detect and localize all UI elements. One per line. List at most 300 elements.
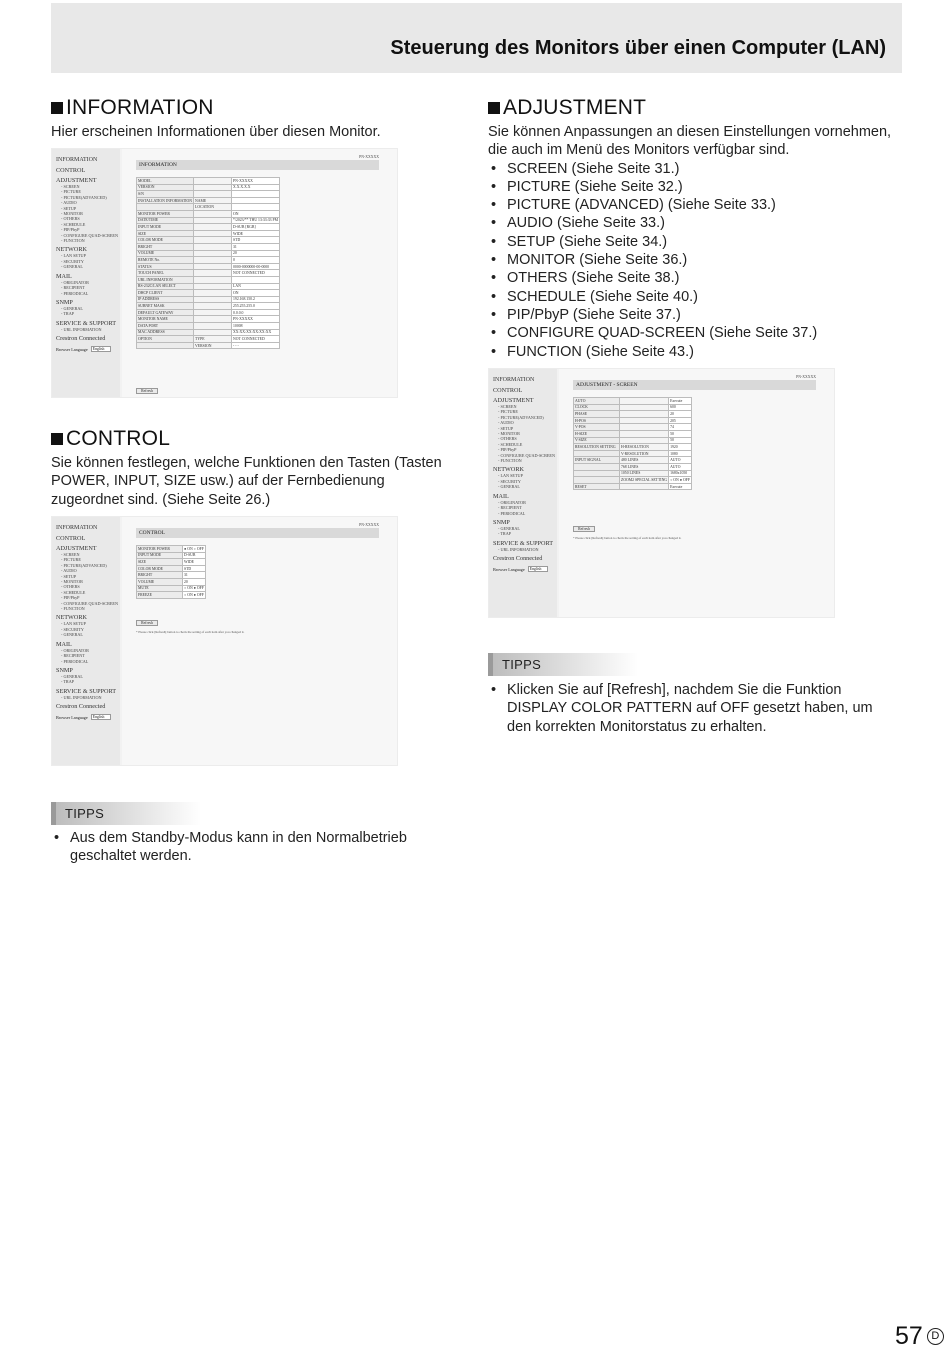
row-value bbox=[232, 204, 280, 211]
information-screenshot bbox=[51, 148, 398, 398]
control-heading bbox=[51, 426, 451, 452]
nav-sub-link[interactable]: - PERIODICAL bbox=[498, 510, 526, 516]
browser-language-select[interactable]: English bbox=[91, 346, 111, 352]
language-badge: D bbox=[927, 1328, 944, 1345]
row-key: URL INFORMATION bbox=[137, 276, 194, 283]
adjustment-list bbox=[488, 160, 898, 361]
row-value: 0000-0000000-00-0000 bbox=[232, 263, 280, 270]
row-key: MONITOR NAME bbox=[137, 316, 194, 323]
nav-service-link[interactable]: SERVICE & SUPPORT bbox=[493, 539, 553, 547]
meta-line: PN-XXXXX bbox=[796, 375, 816, 379]
nav-sub-link[interactable]: - PERIODICAL bbox=[61, 290, 89, 296]
nav-sub-link[interactable]: - MONITOR bbox=[498, 431, 520, 437]
table-row bbox=[574, 444, 692, 451]
row-subkey bbox=[620, 398, 669, 405]
row-value: ON bbox=[232, 290, 280, 297]
row-value: AUTO bbox=[669, 457, 692, 464]
row-value: 20 bbox=[232, 250, 280, 257]
web-nav bbox=[489, 369, 557, 617]
row-subkey bbox=[194, 184, 232, 191]
table-row bbox=[137, 592, 206, 599]
nav-adjustment-link[interactable]: ADJUSTMENT bbox=[493, 397, 534, 404]
row-value: WIDE bbox=[232, 230, 280, 237]
row-subkey bbox=[194, 210, 232, 217]
table-row bbox=[574, 457, 692, 464]
nav-sub-link[interactable]: - LAN SETUP bbox=[61, 253, 86, 259]
adjust-table bbox=[573, 397, 692, 490]
nav-sub-link[interactable]: - CONFIGURE QUAD-SCREEN bbox=[498, 452, 555, 458]
nav-crestron-link[interactable]: Crestron Connected bbox=[493, 555, 543, 563]
row-key: FREEZE bbox=[137, 592, 183, 599]
row-subkey bbox=[194, 316, 232, 323]
table-row bbox=[137, 283, 280, 290]
nav-sub-link[interactable]: - GENERAL bbox=[61, 673, 83, 679]
row-key: RESOLUTION SETTING bbox=[574, 444, 620, 451]
refresh-button[interactable]: Refresh bbox=[573, 526, 595, 532]
row-key: OPTION bbox=[137, 336, 194, 343]
row-key: MONITOR POWER bbox=[137, 210, 194, 217]
table-row bbox=[574, 463, 692, 470]
row-subkey: TYPE bbox=[194, 336, 232, 343]
square-bullet-icon bbox=[488, 102, 500, 114]
row-key bbox=[574, 450, 620, 457]
nav-sub-link[interactable]: - PICTURE bbox=[61, 557, 81, 563]
row-value: AUTO bbox=[669, 463, 692, 470]
table-row bbox=[137, 552, 206, 559]
row-value: XX:XX:XX:XX:XX:XX bbox=[232, 329, 280, 336]
nav-sub-link[interactable]: - PICTURE(ADVANCED) bbox=[61, 194, 107, 200]
nav-adjustment-link[interactable]: ADJUSTMENT bbox=[56, 545, 97, 552]
control-table bbox=[136, 545, 206, 599]
nav-mail-link[interactable]: MAIL bbox=[56, 640, 72, 648]
row-subkey bbox=[194, 329, 232, 336]
nav-sub-link[interactable]: - OTHERS bbox=[61, 584, 80, 590]
adjustment-description: Sie können Anpassungen an diesen Einstellungen vornehmen, die auch im Menü des Monitors verfügbar sind. bbox=[488, 124, 892, 159]
nav-sub-link[interactable]: - CONFIGURE QUAD-SCREEN bbox=[61, 600, 118, 606]
table-row bbox=[137, 578, 206, 585]
nav-sub-link[interactable]: - PIP/PbyP bbox=[61, 595, 80, 601]
control-screenshot bbox=[51, 516, 398, 766]
nav-sub-link[interactable]: - GENERAL bbox=[61, 264, 83, 270]
nav-sub-link[interactable]: - RECIPIENT bbox=[61, 285, 85, 291]
table-row bbox=[137, 230, 280, 237]
browser-language-label: Browser Language bbox=[56, 346, 88, 352]
row-key bbox=[574, 470, 620, 477]
web-main bbox=[122, 517, 397, 765]
nav-sub-link[interactable]: - SCHEDULE bbox=[61, 589, 86, 595]
row-key: RESET bbox=[574, 483, 620, 490]
nav-snmp-link[interactable]: SNMP bbox=[56, 298, 73, 306]
table-row bbox=[137, 316, 280, 323]
control-title: CONTROL bbox=[66, 427, 171, 450]
row-key: TOUCH PANEL bbox=[137, 270, 194, 277]
nav-sub-link[interactable]: - PICTURE bbox=[61, 189, 81, 195]
adjustment-list-item: • AUDIO (Siehe Seite 33.) bbox=[488, 214, 898, 232]
nav-snmp-link[interactable]: SNMP bbox=[56, 666, 73, 674]
row-subkey bbox=[194, 224, 232, 231]
table-row bbox=[574, 483, 692, 490]
row-key: CLOCK bbox=[574, 404, 620, 411]
row-key: MONITOR POWER bbox=[137, 546, 183, 553]
nav-sub-link[interactable]: - URL INFORMATION bbox=[498, 546, 539, 552]
table-row bbox=[137, 263, 280, 270]
nav-sub-link[interactable]: - FUNCTION bbox=[61, 606, 85, 612]
nav-sub-link[interactable]: - PICTURE(ADVANCED) bbox=[498, 414, 544, 420]
table-row bbox=[574, 437, 692, 444]
nav-sub-link[interactable]: - PIP/PbyP bbox=[61, 227, 80, 233]
row-value: 50 bbox=[669, 437, 692, 444]
nav-sub-link[interactable]: - LAN SETUP bbox=[61, 621, 86, 627]
nav-sub-link[interactable]: - TRAP bbox=[61, 679, 75, 685]
row-key: REMOTE No. bbox=[137, 257, 194, 264]
row-subkey bbox=[620, 404, 669, 411]
row-value: 1680x1050 bbox=[669, 470, 692, 477]
row-subkey bbox=[194, 191, 232, 198]
page-number-value: 57 bbox=[895, 1322, 923, 1350]
row-value[interactable]: ● ON ○ OFF bbox=[184, 546, 204, 551]
nav-mail-link[interactable]: MAIL bbox=[493, 492, 509, 500]
nav-crestron-link[interactable]: Crestron Connected bbox=[56, 335, 106, 343]
browser-language-select[interactable]: English bbox=[528, 566, 548, 572]
nav-sub-link[interactable]: - SETUP bbox=[61, 205, 77, 211]
table-row bbox=[137, 559, 206, 566]
table-row bbox=[137, 290, 280, 297]
adjustment-screenshot bbox=[488, 368, 835, 618]
row-subkey bbox=[194, 323, 232, 330]
row-subkey: VERSION bbox=[194, 342, 232, 349]
nav-service-link[interactable]: SERVICE & SUPPORT bbox=[56, 319, 116, 327]
row-value[interactable]: STD bbox=[183, 565, 206, 572]
row-key: SIZE bbox=[137, 230, 194, 237]
row-subkey bbox=[194, 243, 232, 250]
row-value: 31 bbox=[232, 243, 280, 250]
nav-sub-link[interactable]: - ORIGINATOR bbox=[61, 647, 89, 653]
control-description: Sie können festlegen, welche Funktionen den Tasten (Tasten POWER, INPUT, SIZE usw.) auf der Fernbedienung zugeordnet sind. (Siehe Seite 26.) bbox=[51, 455, 442, 508]
row-subkey bbox=[194, 283, 232, 290]
row-subkey: 1050 LINES bbox=[620, 470, 669, 477]
nav-sub-link[interactable]: - TRAP bbox=[498, 531, 512, 537]
row-key: STATUS bbox=[137, 263, 194, 270]
row-value: 74 bbox=[669, 424, 692, 431]
nav-snmp-link[interactable]: SNMP bbox=[493, 518, 510, 526]
nav-sub-link[interactable]: - ORIGINATOR bbox=[498, 499, 526, 505]
control-section bbox=[51, 426, 451, 509]
refresh-button[interactable]: Refresh bbox=[136, 620, 158, 626]
web-nav bbox=[52, 517, 120, 765]
page-number bbox=[895, 1322, 944, 1351]
row-subkey bbox=[194, 309, 232, 316]
row-subkey bbox=[194, 303, 232, 310]
row-subkey bbox=[194, 296, 232, 303]
nav-sub-link[interactable]: - MONITOR bbox=[61, 211, 83, 217]
table-row bbox=[137, 250, 280, 257]
row-value: 20 bbox=[669, 411, 692, 418]
nav-sub-link[interactable]: - FUNCTION bbox=[61, 238, 85, 244]
nav-sub-link[interactable]: - RECIPIENT bbox=[498, 505, 522, 511]
nav-sub-link[interactable]: - PERIODICAL bbox=[61, 658, 89, 664]
table-row bbox=[137, 276, 280, 283]
nav-sub-link[interactable]: - RECIPIENT bbox=[61, 653, 85, 659]
nav-sub-link[interactable]: - FUNCTION bbox=[498, 458, 522, 464]
row-value: NOT CONNECTED bbox=[232, 270, 280, 277]
table-row bbox=[137, 191, 280, 198]
row-value: ON bbox=[232, 210, 280, 217]
nav-sub-link[interactable]: - SCHEDULE bbox=[498, 441, 523, 447]
row-value: PN-XXXXX bbox=[232, 178, 280, 185]
right-column bbox=[488, 95, 898, 361]
row-subkey bbox=[194, 250, 232, 257]
table-row bbox=[137, 572, 206, 579]
table-row bbox=[137, 224, 280, 231]
row-subkey bbox=[194, 217, 232, 224]
nav-sub-link[interactable]: - PICTURE bbox=[498, 409, 518, 415]
table-row bbox=[574, 424, 692, 431]
nav-sub-link[interactable]: - GENERAL bbox=[61, 305, 83, 311]
nav-sub-link[interactable]: - SCREEN bbox=[498, 404, 517, 409]
tipps-right-item: • Klicken Sie auf [Refresh], nachdem Sie die Funktion DISPLAY COLOR PATTERN auf OFF gesetzt haben, um den korrekten Monitorstatus zu erhalten. bbox=[488, 681, 898, 736]
row-subkey: ZOOM2 SPECIAL SETTING bbox=[621, 477, 668, 482]
row-key: SUBNET MASK bbox=[137, 303, 194, 310]
row-key: DEFAULT GATEWAY bbox=[137, 309, 194, 316]
table-row bbox=[574, 398, 692, 405]
row-key: COLOR MODE bbox=[137, 237, 194, 244]
table-row bbox=[137, 565, 206, 572]
nav-mail-link[interactable]: MAIL bbox=[56, 272, 72, 280]
information-heading bbox=[51, 95, 451, 121]
nav-sub-link[interactable]: - SECURITY bbox=[61, 258, 84, 264]
table-row bbox=[137, 270, 280, 277]
row-subkey bbox=[620, 437, 669, 444]
browser-language-label: Browser Language bbox=[56, 714, 88, 720]
nav-sub-link[interactable]: - OTHERS bbox=[498, 436, 517, 442]
nav-sub-link[interactable]: - SECURITY bbox=[61, 626, 84, 632]
row-subkey: LOCATION bbox=[194, 204, 232, 211]
information-title: INFORMATION bbox=[66, 96, 214, 119]
adjustment-list-item: • SCHEDULE (Siehe Seite 40.) bbox=[488, 288, 898, 306]
row-value: 255.255.255.0 bbox=[232, 303, 280, 310]
nav-sub-link[interactable]: - OTHERS bbox=[61, 216, 80, 222]
square-bullet-icon bbox=[51, 102, 63, 114]
row-value: 1080 bbox=[669, 450, 692, 457]
row-value bbox=[232, 197, 280, 204]
nav-control-link[interactable]: CONTROL bbox=[56, 535, 86, 542]
row-key: INPUT MODE bbox=[137, 552, 183, 559]
browser-language bbox=[56, 714, 120, 720]
nav-sub-link[interactable]: - URL INFORMATION bbox=[61, 694, 102, 700]
row-value[interactable]: D-SUB bbox=[183, 552, 206, 559]
nav-information-link[interactable]: INFORMATION bbox=[56, 157, 98, 163]
tipps-right-label: TIPPS bbox=[488, 653, 638, 676]
tipps-left-list bbox=[51, 829, 431, 866]
row-key: VERSION bbox=[137, 184, 194, 191]
refresh-button[interactable]: Refresh bbox=[136, 388, 158, 394]
row-key: VOLUME bbox=[137, 578, 183, 585]
row-key: DHCP CLIENT bbox=[137, 290, 194, 297]
nav-information-link[interactable]: INFORMATION bbox=[56, 525, 98, 531]
adjustment-heading bbox=[488, 95, 898, 121]
table-row bbox=[137, 303, 280, 310]
row-subkey bbox=[194, 276, 232, 283]
nav-sub-link[interactable]: - LAN SETUP bbox=[498, 473, 523, 479]
meta-line: PN-XXXXX bbox=[359, 523, 379, 527]
adjustment-list-item: • PICTURE (Siehe Seite 32.) bbox=[488, 178, 898, 196]
row-value: STD bbox=[232, 237, 280, 244]
row-key: SIZE bbox=[137, 559, 183, 566]
row-subkey bbox=[620, 483, 669, 490]
info-table bbox=[136, 177, 280, 349]
nav-sub-link[interactable]: - PICTURE(ADVANCED) bbox=[61, 562, 107, 568]
browser-language bbox=[493, 566, 557, 572]
row-subkey: NAME bbox=[194, 197, 232, 204]
row-subkey: 768 LINES bbox=[620, 463, 669, 470]
nav-network-link[interactable]: NETWORK bbox=[56, 246, 87, 254]
row-subkey bbox=[620, 430, 669, 437]
nav-sub-link[interactable]: - AUDIO bbox=[498, 420, 514, 426]
meta-line: PN-XXXXX bbox=[359, 155, 379, 159]
information-description: Hier erscheinen Informationen über diesen Monitor. bbox=[51, 124, 381, 140]
web-titlebar: CONTROL bbox=[136, 528, 379, 538]
adjustment-list-item: • SETUP (Siehe Seite 34.) bbox=[488, 233, 898, 251]
nav-sub-link[interactable]: - PIP/PbyP bbox=[498, 447, 517, 453]
row-key: H-SIZE bbox=[574, 430, 620, 437]
row-value: LAN bbox=[232, 283, 280, 290]
nav-sub-link[interactable]: - MONITOR bbox=[61, 579, 83, 585]
browser-language-select[interactable]: English bbox=[91, 714, 111, 720]
nav-information-link[interactable]: INFORMATION bbox=[493, 377, 535, 383]
nav-sub-link[interactable]: - ORIGINATOR bbox=[61, 279, 89, 285]
nav-sub-link[interactable]: - SCREEN bbox=[61, 184, 80, 189]
tipps-right-list bbox=[488, 681, 898, 736]
table-row bbox=[137, 323, 280, 330]
nav-sub-link[interactable]: - GENERAL bbox=[61, 632, 83, 638]
row-value: PN-XXXXX bbox=[232, 316, 280, 323]
nav-sub-link[interactable]: - GENERAL bbox=[498, 525, 520, 531]
nav-sub-link[interactable]: - SCREEN bbox=[61, 552, 80, 557]
table-row bbox=[137, 329, 280, 336]
row-value: 0.0.0.0 bbox=[232, 309, 280, 316]
nav-sub-link[interactable]: - URL INFORMATION bbox=[61, 326, 102, 332]
tipps-left-label: TIPPS bbox=[51, 802, 201, 825]
row-subkey: 480 LINES bbox=[620, 457, 669, 464]
row-subkey bbox=[194, 237, 232, 244]
row-value[interactable]: WIDE bbox=[183, 559, 206, 566]
table-row bbox=[137, 210, 280, 217]
row-value: Execute bbox=[669, 483, 692, 490]
nav-sub-link[interactable]: - SCHEDULE bbox=[61, 221, 86, 227]
nav-sub-link[interactable]: - AUDIO bbox=[61, 568, 77, 574]
table-row bbox=[137, 243, 280, 250]
nav-crestron-link[interactable]: Crestron Connected bbox=[56, 703, 106, 711]
web-titlebar: ADJUSTMENT - SCREEN bbox=[573, 380, 816, 390]
row-subkey bbox=[194, 263, 232, 270]
row-subkey bbox=[620, 417, 669, 424]
table-row bbox=[137, 336, 280, 343]
row-subkey bbox=[194, 230, 232, 237]
row-key bbox=[574, 477, 620, 484]
row-value: Execute bbox=[669, 398, 692, 405]
row-value[interactable]: ○ ON ● OFF bbox=[184, 592, 204, 597]
row-subkey bbox=[194, 178, 232, 185]
adjustment-list-item: • CONFIGURE QUAD-SCREEN (Siehe Seite 37.) bbox=[488, 324, 898, 342]
row-key: S/N bbox=[137, 191, 194, 198]
adjustment-list-item: • OTHERS (Siehe Seite 38.) bbox=[488, 269, 898, 287]
row-value bbox=[232, 276, 280, 283]
nav-sub-link[interactable]: - GENERAL bbox=[498, 484, 520, 490]
adjustment-list-item: • SCREEN (Siehe Seite 31.) bbox=[488, 160, 898, 178]
web-nav bbox=[52, 149, 120, 397]
row-value[interactable]: ○ ON ● OFF bbox=[184, 586, 204, 591]
nav-sub-link[interactable]: - CONFIGURE QUAD-SCREEN bbox=[61, 232, 118, 238]
row-value: */2023/** THU 13:33:33 PM bbox=[233, 218, 278, 223]
nav-control-link[interactable]: CONTROL bbox=[56, 167, 86, 174]
adjustment-title: ADJUSTMENT bbox=[503, 96, 647, 119]
row-value: 192.168.150.2 bbox=[232, 296, 280, 303]
row-subkey bbox=[194, 270, 232, 277]
tipps-left-item: • Aus dem Standby-Modus kann in den Normalbetrieb geschaltet werden. bbox=[51, 829, 431, 866]
row-value: 205 bbox=[669, 417, 692, 424]
row-value: 0 bbox=[232, 257, 280, 264]
table-row bbox=[137, 204, 280, 211]
nav-sub-link[interactable]: - SECURITY bbox=[498, 478, 521, 484]
row-key: COLOR MODE bbox=[137, 565, 183, 572]
row-key: BRIGHT bbox=[137, 243, 194, 250]
table-row bbox=[574, 430, 692, 437]
row-subkey: H-RESOLUTION bbox=[620, 444, 669, 451]
nav-service-link[interactable]: SERVICE & SUPPORT bbox=[56, 687, 116, 695]
table-row bbox=[137, 237, 280, 244]
row-value: - - - bbox=[232, 342, 280, 349]
adjustment-list-item: • PIP/PbyP (Siehe Seite 37.) bbox=[488, 306, 898, 324]
nav-network-link[interactable]: NETWORK bbox=[56, 614, 87, 622]
row-subkey: V-RESOLUTION bbox=[620, 450, 669, 457]
row-subkey bbox=[194, 257, 232, 264]
row-subkey bbox=[194, 290, 232, 297]
row-value bbox=[232, 191, 280, 198]
row-value[interactable]: 20 bbox=[183, 578, 206, 585]
nav-adjustment-link[interactable]: ADJUSTMENT bbox=[56, 177, 97, 184]
row-value: X.X.X.X.X bbox=[232, 184, 280, 191]
table-row bbox=[137, 257, 280, 264]
browser-language bbox=[56, 346, 120, 352]
browser-language-label: Browser Language bbox=[493, 566, 525, 572]
table-row bbox=[137, 184, 280, 191]
nav-sub-link[interactable]: - TRAP bbox=[61, 311, 75, 317]
adjustment-list-item: • FUNCTION (Siehe Seite 43.) bbox=[488, 343, 898, 361]
nav-sub-link[interactable]: - AUDIO bbox=[61, 200, 77, 206]
row-key: INSTALLATION INFORMATION bbox=[138, 198, 193, 203]
table-row bbox=[137, 342, 280, 349]
row-key: IP ADDRESS bbox=[137, 296, 194, 303]
nav-network-link[interactable]: NETWORK bbox=[493, 466, 524, 474]
row-key: VOLUME bbox=[137, 250, 194, 257]
row-value[interactable]: 31 bbox=[183, 572, 206, 579]
row-key: PHASE bbox=[574, 411, 620, 418]
row-key: MODEL bbox=[137, 178, 194, 185]
table-row bbox=[137, 546, 206, 553]
row-value: 600 bbox=[669, 404, 692, 411]
row-key: H-POS bbox=[574, 417, 620, 424]
nav-control-link[interactable]: CONTROL bbox=[493, 387, 523, 394]
table-row bbox=[574, 470, 692, 477]
row-subkey bbox=[620, 411, 669, 418]
table-row bbox=[137, 309, 280, 316]
web-titlebar: INFORMATION bbox=[136, 160, 379, 170]
nav-sub-link[interactable]: - SETUP bbox=[61, 573, 77, 579]
left-column bbox=[51, 95, 451, 141]
row-key: INPUT MODE bbox=[137, 224, 194, 231]
adjust-note: * Please click [Refresh] button to check the setting of each item after you changed it. bbox=[573, 536, 682, 540]
nav-sub-link[interactable]: - SETUP bbox=[498, 425, 514, 431]
